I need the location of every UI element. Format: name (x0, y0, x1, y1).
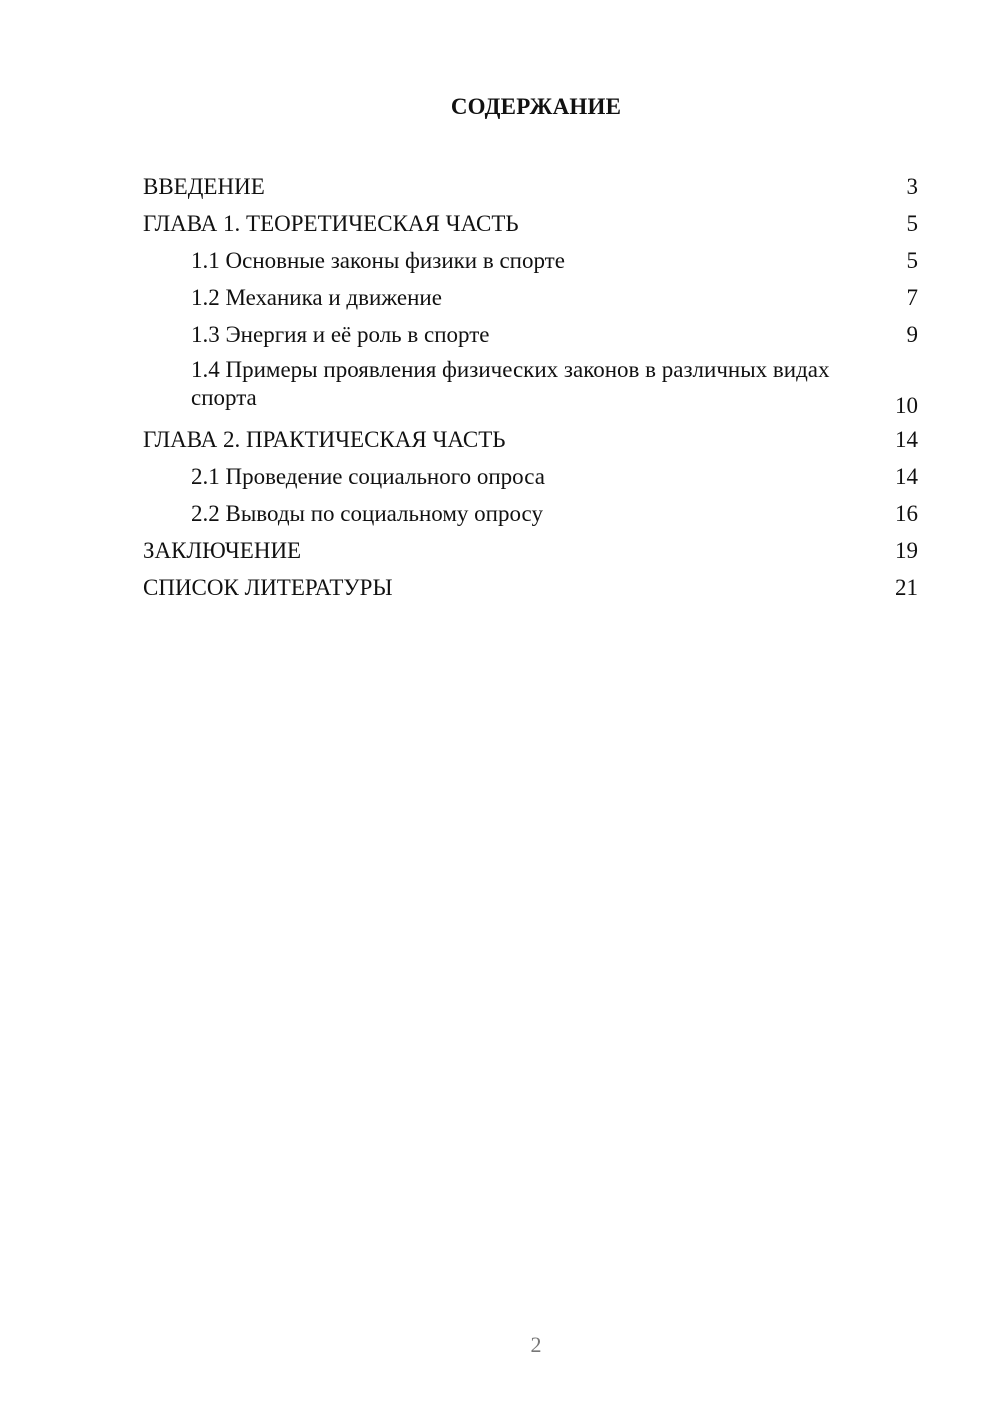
page-title: СОДЕРЖАНИЕ (450, 94, 622, 119)
toc-entry-introduction[interactable] (143, 168, 918, 205)
toc-entry-page: 9 (906, 322, 918, 347)
toc-entry-label: 2.2 Выводы по социальному опросу (191, 501, 543, 526)
toc-entry-section-2-2[interactable] (143, 495, 918, 532)
toc-entry-page: 16 (895, 501, 918, 526)
table-of-contents (143, 168, 918, 606)
toc-entry-page: 5 (906, 248, 918, 273)
toc-entry-section-2-1[interactable] (143, 458, 918, 495)
toc-entry-label: 1.3 Энергия и её роль в спорте (191, 322, 490, 347)
toc-entry-label: 1.1 Основные законы физики в спорте (191, 248, 565, 273)
toc-entry-conclusion[interactable] (143, 532, 918, 569)
toc-entry-label: ГЛАВА 2. ПРАКТИЧЕСКАЯ ЧАСТЬ (143, 427, 506, 452)
toc-entry-label: 1.4 Примеры проявления физических законов в различных видах спорта (191, 357, 830, 410)
toc-entry-page: 14 (895, 464, 918, 489)
toc-entry-label: 1.2 Механика и движение (191, 285, 442, 310)
toc-entry-section-1-4[interactable] (143, 353, 918, 421)
toc-entry-references[interactable] (143, 569, 918, 606)
toc-entry-page: 5 (906, 211, 918, 236)
toc-entry-page: 7 (906, 285, 918, 310)
toc-entry-label: 2.1 Проведение социального опроса (191, 464, 545, 489)
toc-entry-chapter-1[interactable] (143, 205, 918, 242)
toc-entry-label: ВВЕДЕНИЕ (143, 174, 265, 199)
toc-entry-section-1-2[interactable] (143, 279, 918, 316)
toc-entry-label: СПИСОК ЛИТЕРАТУРЫ (143, 575, 393, 600)
toc-entry-page: 21 (895, 575, 918, 600)
page-number: 2 (530, 1332, 542, 1357)
toc-entry-chapter-2[interactable] (143, 421, 918, 458)
toc-entry-label: ГЛАВА 1. ТЕОРЕТИЧЕСКАЯ ЧАСТЬ (143, 211, 519, 236)
toc-entry-label: ЗАКЛЮЧЕНИЕ (143, 538, 302, 563)
toc-entry-page: 10 (895, 393, 918, 418)
toc-entry-page: 14 (895, 427, 918, 452)
toc-entry-section-1-1[interactable] (143, 242, 918, 279)
toc-entry-page: 19 (895, 538, 918, 563)
toc-entry-section-1-3[interactable] (143, 316, 918, 353)
toc-entry-page: 3 (906, 174, 918, 199)
